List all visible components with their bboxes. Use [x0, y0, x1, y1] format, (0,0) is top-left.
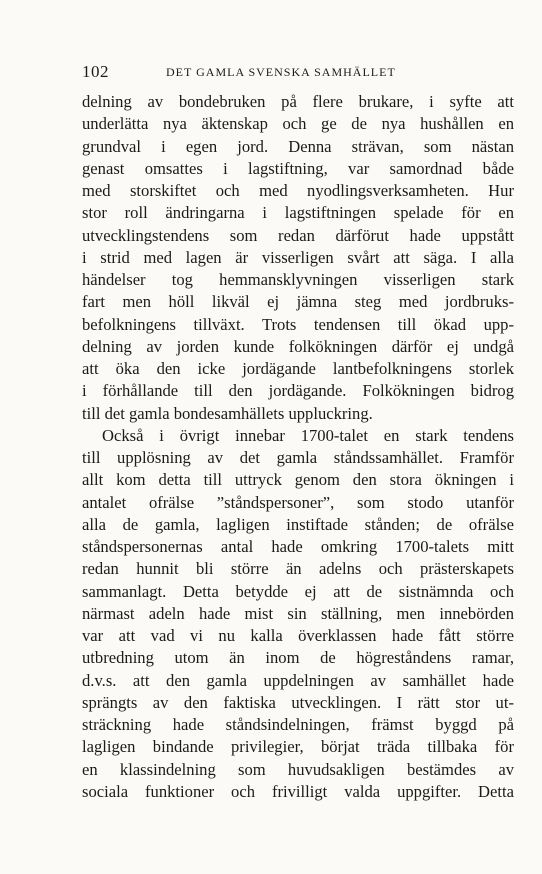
text-line: d.v.s. att den gamla uppdelningen av samhället hade	[82, 670, 514, 690]
running-head: DET GAMLA SVENSKA SAMHÄLLET	[166, 65, 396, 79]
page-number: 102	[82, 62, 109, 81]
text-line-paragraph-start: Också i övrigt innebar 1700-talet en stark tendens	[102, 425, 514, 445]
text-line: fart men höll likväl ej jämna steg med jordbruks-	[82, 292, 514, 312]
text-line: redan hunnit bli större än adelns och prästerskapets	[82, 559, 514, 579]
text-line: ståndspersonernas antal hade omkring 1700-talets mitt	[82, 537, 514, 556]
text-line: allt kom detta till uttryck genom den stora ökningen i	[82, 470, 514, 490]
text-line: sträckning hade ståndsindelningen, främst byggd på	[82, 715, 514, 734]
text-line: befolkningens tillväxt. Trots tendensen till ökad upp-	[82, 314, 514, 334]
text-line: sprängts av den faktiska utvecklingen. I rätt stor ut-	[82, 692, 514, 712]
text-line: utvecklingstendens som redan därförut hade uppstått	[82, 225, 514, 245]
text-line: underlätta nya äktenskap och ge de nya hushållen en	[82, 114, 514, 134]
text-line: stor roll ändringarna i lagstiftningen spelade för en	[82, 203, 514, 223]
text-line: lagligen bindande privilegier, börjat träda tillbaka för	[82, 737, 514, 757]
text-line: alla de gamla, lagligen instiftade stånden; de ofrälse	[82, 514, 514, 534]
text-line: grundval i egen jord. Denna strävan, som nästan	[82, 136, 514, 156]
text-line: delning av jorden kunde folkökningen därför ej undgå	[82, 336, 514, 356]
text-line: till upplösning av det gamla ståndssamhället. Framför	[82, 448, 514, 467]
text-line: i strid med lagen är visserligen svårt att säga. I alla	[82, 247, 514, 267]
text-line: var att vad vi nu kalla överklassen hade fått större	[82, 626, 514, 645]
text-line: med storskiftet och med nyodlingsverksamheten. Hur	[82, 181, 514, 200]
text-line: en klassindelning som huvudsakligen bestämdes av	[82, 759, 514, 779]
text-line-paragraph-end: till det gamla bondesamhällets uppluckring.	[82, 403, 373, 423]
text-line: sammanlagt. Detta betydde ej att de sistnämnda och	[82, 581, 514, 601]
text-line: utbredning utom än inom de högreståndens ramar,	[82, 648, 514, 668]
text-line: att öka den icke jordägande lantbefolkningens storlek	[82, 359, 514, 378]
text-line: händelser tog hemmansklyvningen visserligen stark	[82, 270, 514, 289]
text-line: närmast adeln hade mist sin ställning, men innebörden	[82, 603, 514, 623]
text-line: delning av bondebruken på flere brukare, i syfte att	[82, 92, 514, 111]
text-line: antalet ofrälse ”ståndspersoner”, som stodo utanför	[82, 492, 514, 512]
body-text	[82, 91, 514, 803]
text-line: i förhållande till den jordägande. Folkökningen bidrog	[82, 381, 514, 401]
page-header	[82, 62, 514, 82]
text-line: sociala funktioner och frivilligt valda uppgifter. Detta	[82, 781, 514, 801]
text-line: genast omsattes i lagstiftning, var samordnad både	[82, 158, 514, 178]
